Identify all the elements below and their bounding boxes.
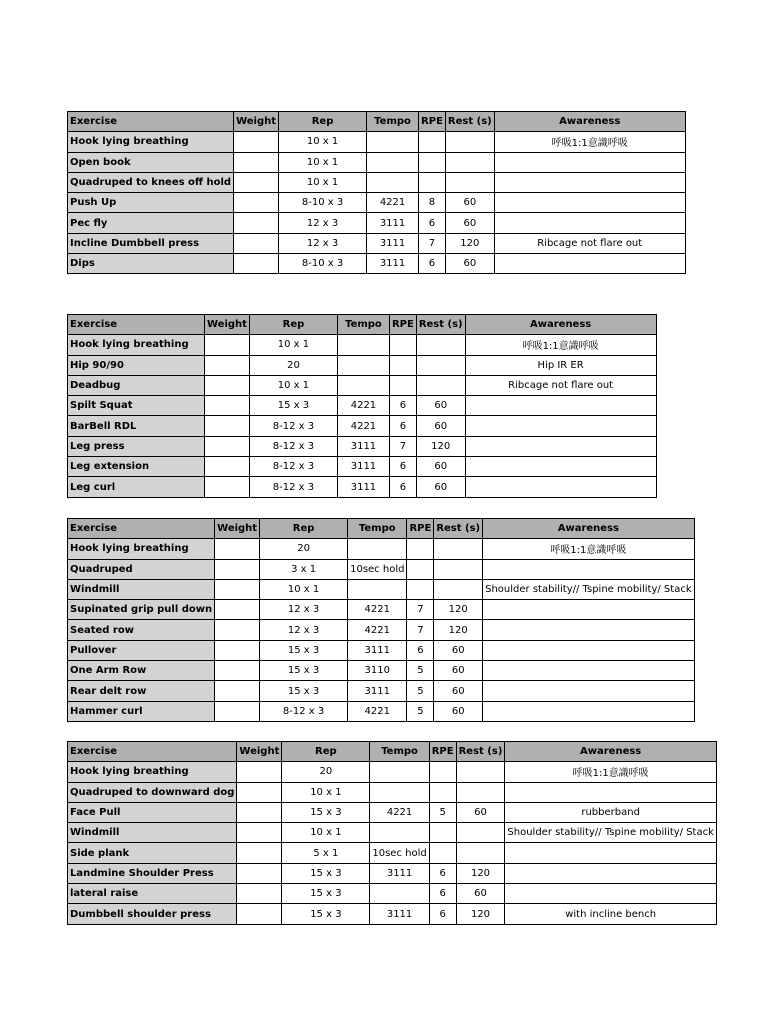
weight-cell xyxy=(237,802,282,822)
rep-cell: 8-12 x 3 xyxy=(249,477,337,497)
rest-cell xyxy=(445,152,494,172)
rpe-cell: 6 xyxy=(389,396,416,416)
rep-cell: 15 x 3 xyxy=(260,681,348,701)
awareness-cell xyxy=(494,254,685,274)
exercise-cell: Quadruped to knees off hold xyxy=(68,172,234,192)
rep-cell: 15 x 3 xyxy=(249,396,337,416)
exercise-cell: Hook lying breathing xyxy=(68,762,237,782)
exercise-cell: Leg press xyxy=(68,436,205,456)
header-exercise: Exercise xyxy=(68,519,215,539)
rep-cell: 8-10 x 3 xyxy=(279,193,367,213)
table-row xyxy=(68,436,657,456)
rep-cell: 12 x 3 xyxy=(260,620,348,640)
exercise-cell: Hammer curl xyxy=(68,701,215,721)
rpe-cell xyxy=(429,762,456,782)
weight-cell xyxy=(215,559,260,579)
rpe-cell: 6 xyxy=(389,457,416,477)
rest-cell xyxy=(434,579,483,599)
rest-cell: 60 xyxy=(434,640,483,660)
rest-cell xyxy=(456,843,505,863)
rep-cell: 10 x 1 xyxy=(279,132,367,152)
exercise-cell: Pec fly xyxy=(68,213,234,233)
rpe-cell xyxy=(407,539,434,559)
exercise-cell: Deadbug xyxy=(68,375,205,395)
weight-cell xyxy=(234,193,279,213)
awareness-cell xyxy=(465,416,656,436)
tempo-cell: 3111 xyxy=(337,436,389,456)
rest-cell xyxy=(416,355,465,375)
rep-cell: 12 x 3 xyxy=(279,213,367,233)
rpe-cell xyxy=(419,152,446,172)
rest-cell: 60 xyxy=(416,416,465,436)
tempo-cell: 3111 xyxy=(348,681,407,701)
header-tempo: Tempo xyxy=(370,742,429,762)
awareness-cell xyxy=(483,681,694,701)
exercise-cell: Landmine Shoulder Press xyxy=(68,863,237,883)
awareness-cell xyxy=(483,640,694,660)
weight-cell xyxy=(215,600,260,620)
header-awareness: Awareness xyxy=(483,519,694,539)
header-rest: Rest (s) xyxy=(434,519,483,539)
weight-cell xyxy=(205,375,250,395)
weight-cell xyxy=(215,701,260,721)
table-row xyxy=(68,600,695,620)
table-row xyxy=(68,843,717,863)
header-rep: Rep xyxy=(260,519,348,539)
exercise-cell: Windmill xyxy=(68,579,215,599)
rpe-cell: 5 xyxy=(407,681,434,701)
tempo-cell xyxy=(367,172,419,192)
rpe-cell xyxy=(389,375,416,395)
table-header-row xyxy=(68,315,657,335)
rpe-cell: 6 xyxy=(429,884,456,904)
rest-cell: 60 xyxy=(456,802,505,822)
rep-cell: 10 x 1 xyxy=(260,579,348,599)
exercise-cell: Spilt Squat xyxy=(68,396,205,416)
weight-cell xyxy=(205,335,250,355)
table-row xyxy=(68,802,717,822)
tempo-cell xyxy=(370,884,429,904)
awareness-cell xyxy=(494,213,685,233)
rep-cell: 8-10 x 3 xyxy=(279,254,367,274)
tempo-cell: 3111 xyxy=(370,904,429,924)
awareness-cell xyxy=(483,701,694,721)
table-row xyxy=(68,132,686,152)
header-rpe: RPE xyxy=(419,112,446,132)
rep-cell: 8-12 x 3 xyxy=(249,436,337,456)
table-row xyxy=(68,396,657,416)
table-row xyxy=(68,579,695,599)
weight-cell xyxy=(205,477,250,497)
weight-cell xyxy=(215,661,260,681)
rest-cell: 60 xyxy=(445,254,494,274)
table-row xyxy=(68,701,695,721)
table-header-row xyxy=(68,519,695,539)
rpe-cell xyxy=(407,579,434,599)
rest-cell: 120 xyxy=(416,436,465,456)
weight-cell xyxy=(215,539,260,559)
weight-cell xyxy=(205,457,250,477)
exercise-cell: Incline Dumbbell press xyxy=(68,233,234,253)
header-exercise: Exercise xyxy=(68,742,237,762)
awareness-cell: Shoulder stability// Tspine mobility/ Stack xyxy=(505,823,716,843)
table-row xyxy=(68,152,686,172)
rep-cell: 8-12 x 3 xyxy=(260,701,348,721)
header-tempo: Tempo xyxy=(367,112,419,132)
rest-cell: 120 xyxy=(434,600,483,620)
exercise-cell: Side plank xyxy=(68,843,237,863)
table-row xyxy=(68,193,686,213)
awareness-cell xyxy=(483,620,694,640)
rep-cell: 15 x 3 xyxy=(260,640,348,660)
exercise-cell: Dips xyxy=(68,254,234,274)
rep-cell: 20 xyxy=(282,762,370,782)
exercise-cell: Leg curl xyxy=(68,477,205,497)
workout-table-1 xyxy=(67,111,686,274)
weight-cell xyxy=(215,640,260,660)
rest-cell xyxy=(456,782,505,802)
exercise-cell: Dumbbell shoulder press xyxy=(68,904,237,924)
header-rpe: RPE xyxy=(429,742,456,762)
header-rpe: RPE xyxy=(407,519,434,539)
header-rep: Rep xyxy=(279,112,367,132)
tempo-cell: 4221 xyxy=(337,396,389,416)
header-exercise: Exercise xyxy=(68,315,205,335)
weight-cell xyxy=(205,436,250,456)
rest-cell xyxy=(434,559,483,579)
table-row xyxy=(68,681,695,701)
tempo-cell xyxy=(370,782,429,802)
awareness-cell xyxy=(494,152,685,172)
rpe-cell: 5 xyxy=(407,701,434,721)
tempo-cell: 4221 xyxy=(348,600,407,620)
awareness-cell xyxy=(505,884,716,904)
table-row xyxy=(68,477,657,497)
rep-cell: 10 x 1 xyxy=(279,172,367,192)
table-row xyxy=(68,863,717,883)
awareness-cell: rubberband xyxy=(505,802,716,822)
awareness-cell xyxy=(505,843,716,863)
rest-cell: 60 xyxy=(445,213,494,233)
awareness-cell xyxy=(505,863,716,883)
tempo-cell: 10sec hold xyxy=(348,559,407,579)
rpe-cell xyxy=(419,172,446,192)
rep-cell: 3 x 1 xyxy=(260,559,348,579)
awareness-cell xyxy=(494,193,685,213)
rpe-cell: 5 xyxy=(429,802,456,822)
header-exercise: Exercise xyxy=(68,112,234,132)
rest-cell: 60 xyxy=(434,661,483,681)
tempo-cell xyxy=(348,539,407,559)
rpe-cell: 6 xyxy=(429,863,456,883)
table-row xyxy=(68,640,695,660)
table-row xyxy=(68,762,717,782)
tempo-cell: 3111 xyxy=(367,233,419,253)
rpe-cell xyxy=(429,843,456,863)
rep-cell: 10 x 1 xyxy=(249,375,337,395)
table-row xyxy=(68,355,657,375)
exercise-cell: One Arm Row xyxy=(68,661,215,681)
tempo-cell: 3110 xyxy=(348,661,407,681)
tempo-cell xyxy=(337,335,389,355)
rest-cell xyxy=(434,539,483,559)
weight-cell xyxy=(237,843,282,863)
rep-cell: 20 xyxy=(260,539,348,559)
rest-cell: 60 xyxy=(434,681,483,701)
table-header-row xyxy=(68,742,717,762)
exercise-cell: Hook lying breathing xyxy=(68,132,234,152)
exercise-cell: Hook lying breathing xyxy=(68,539,215,559)
tempo-cell: 4221 xyxy=(348,620,407,640)
rest-cell: 60 xyxy=(445,193,494,213)
rep-cell: 15 x 3 xyxy=(282,863,370,883)
weight-cell xyxy=(234,152,279,172)
tempo-cell: 4221 xyxy=(337,416,389,436)
weight-cell xyxy=(215,579,260,599)
exercise-cell: Quadruped to downward dog xyxy=(68,782,237,802)
rest-cell: 60 xyxy=(434,701,483,721)
table-row xyxy=(68,884,717,904)
tempo-cell: 3111 xyxy=(337,477,389,497)
table-row xyxy=(68,539,695,559)
weight-cell xyxy=(234,254,279,274)
awareness-cell: Ribcage not flare out xyxy=(494,233,685,253)
rest-cell: 60 xyxy=(456,884,505,904)
table-row xyxy=(68,254,686,274)
table-row xyxy=(68,782,717,802)
header-weight: Weight xyxy=(215,519,260,539)
header-rep: Rep xyxy=(249,315,337,335)
exercise-cell: Seated row xyxy=(68,620,215,640)
table-header-row xyxy=(68,112,686,132)
rpe-cell: 5 xyxy=(407,661,434,681)
table-row xyxy=(68,661,695,681)
table-row xyxy=(68,823,717,843)
weight-cell xyxy=(234,172,279,192)
rpe-cell xyxy=(429,782,456,802)
exercise-cell: Face Pull xyxy=(68,802,237,822)
rpe-cell: 6 xyxy=(389,477,416,497)
header-awareness: Awareness xyxy=(465,315,656,335)
header-rest: Rest (s) xyxy=(456,742,505,762)
exercise-cell: Open book xyxy=(68,152,234,172)
rep-cell: 12 x 3 xyxy=(279,233,367,253)
weight-cell xyxy=(215,620,260,640)
header-weight: Weight xyxy=(237,742,282,762)
rest-cell: 60 xyxy=(416,396,465,416)
rest-cell: 120 xyxy=(434,620,483,640)
exercise-cell: lateral raise xyxy=(68,884,237,904)
exercise-cell: Pullover xyxy=(68,640,215,660)
rpe-cell: 7 xyxy=(389,436,416,456)
table-row xyxy=(68,172,686,192)
rest-cell: 120 xyxy=(456,863,505,883)
rpe-cell: 6 xyxy=(389,416,416,436)
rep-cell: 10 x 1 xyxy=(282,782,370,802)
awareness-cell: 呼吸1:1意識呼吸 xyxy=(465,335,656,355)
workout-table-4 xyxy=(67,741,717,925)
table-row xyxy=(68,416,657,436)
rep-cell: 8-12 x 3 xyxy=(249,416,337,436)
tempo-cell xyxy=(367,132,419,152)
header-rest: Rest (s) xyxy=(416,315,465,335)
awareness-cell xyxy=(494,172,685,192)
exercise-cell: Rear delt row xyxy=(68,681,215,701)
tempo-cell: 10sec hold xyxy=(370,843,429,863)
header-rest: Rest (s) xyxy=(445,112,494,132)
exercise-cell: Windmill xyxy=(68,823,237,843)
tempo-cell xyxy=(370,823,429,843)
weight-cell xyxy=(205,416,250,436)
tempo-cell xyxy=(348,579,407,599)
exercise-cell: Hip 90/90 xyxy=(68,355,205,375)
exercise-cell: Supinated grip pull down xyxy=(68,600,215,620)
header-awareness: Awareness xyxy=(505,742,716,762)
rest-cell: 60 xyxy=(416,457,465,477)
rep-cell: 20 xyxy=(249,355,337,375)
rpe-cell: 7 xyxy=(407,600,434,620)
rep-cell: 15 x 3 xyxy=(260,661,348,681)
rest-cell xyxy=(416,335,465,355)
table-row xyxy=(68,457,657,477)
rep-cell: 8-12 x 3 xyxy=(249,457,337,477)
rpe-cell: 7 xyxy=(419,233,446,253)
workout-table-2 xyxy=(67,314,657,498)
rest-cell: 120 xyxy=(456,904,505,924)
awareness-cell xyxy=(465,457,656,477)
rep-cell: 10 x 1 xyxy=(249,335,337,355)
rep-cell: 5 x 1 xyxy=(282,843,370,863)
rest-cell xyxy=(456,762,505,782)
awareness-cell xyxy=(505,782,716,802)
rep-cell: 15 x 3 xyxy=(282,802,370,822)
header-rep: Rep xyxy=(282,742,370,762)
awareness-cell: 呼吸1:1意識呼吸 xyxy=(483,539,694,559)
table-row xyxy=(68,335,657,355)
weight-cell xyxy=(234,233,279,253)
rep-cell: 10 x 1 xyxy=(282,823,370,843)
tempo-cell: 3111 xyxy=(367,213,419,233)
weight-cell xyxy=(215,681,260,701)
awareness-cell xyxy=(483,559,694,579)
exercise-cell: Leg extension xyxy=(68,457,205,477)
tempo-cell xyxy=(370,762,429,782)
weight-cell xyxy=(205,355,250,375)
awareness-cell xyxy=(483,600,694,620)
workout-table-3 xyxy=(67,518,695,722)
table-row xyxy=(68,213,686,233)
awareness-cell xyxy=(465,477,656,497)
weight-cell xyxy=(237,884,282,904)
header-awareness: Awareness xyxy=(494,112,685,132)
table-row xyxy=(68,233,686,253)
rest-cell: 120 xyxy=(445,233,494,253)
awareness-cell xyxy=(465,436,656,456)
table-row xyxy=(68,375,657,395)
awareness-cell xyxy=(483,661,694,681)
weight-cell xyxy=(237,863,282,883)
rpe-cell: 6 xyxy=(419,254,446,274)
awareness-cell: Hip IR ER xyxy=(465,355,656,375)
rest-cell: 60 xyxy=(416,477,465,497)
weight-cell xyxy=(237,823,282,843)
awareness-cell: with incline bench xyxy=(505,904,716,924)
weight-cell xyxy=(237,782,282,802)
rpe-cell xyxy=(429,823,456,843)
awareness-cell: Shoulder stability// Tspine mobility/ Stack xyxy=(483,579,694,599)
exercise-cell: Push Up xyxy=(68,193,234,213)
tempo-cell: 3111 xyxy=(367,254,419,274)
rep-cell: 15 x 3 xyxy=(282,884,370,904)
header-rpe: RPE xyxy=(389,315,416,335)
rpe-cell: 6 xyxy=(429,904,456,924)
header-weight: Weight xyxy=(205,315,250,335)
tempo-cell: 4221 xyxy=(367,193,419,213)
weight-cell xyxy=(234,213,279,233)
awareness-cell: Ribcage not flare out xyxy=(465,375,656,395)
weight-cell xyxy=(237,904,282,924)
rest-cell xyxy=(416,375,465,395)
tempo-cell: 3111 xyxy=(337,457,389,477)
rest-cell xyxy=(445,132,494,152)
header-weight: Weight xyxy=(234,112,279,132)
table-row xyxy=(68,559,695,579)
rep-cell: 12 x 3 xyxy=(260,600,348,620)
rpe-cell: 6 xyxy=(407,640,434,660)
weight-cell xyxy=(237,762,282,782)
awareness-cell: 呼吸1:1意識呼吸 xyxy=(494,132,685,152)
weight-cell xyxy=(234,132,279,152)
tempo-cell: 4221 xyxy=(370,802,429,822)
rpe-cell xyxy=(389,335,416,355)
tempo-cell xyxy=(337,375,389,395)
table-row xyxy=(68,904,717,924)
tempo-cell: 3111 xyxy=(348,640,407,660)
exercise-cell: Quadruped xyxy=(68,559,215,579)
tempo-cell xyxy=(337,355,389,375)
header-tempo: Tempo xyxy=(337,315,389,335)
rpe-cell: 6 xyxy=(419,213,446,233)
rpe-cell: 8 xyxy=(419,193,446,213)
tempo-cell: 4221 xyxy=(348,701,407,721)
rest-cell xyxy=(445,172,494,192)
exercise-cell: BarBell RDL xyxy=(68,416,205,436)
rest-cell xyxy=(456,823,505,843)
header-tempo: Tempo xyxy=(348,519,407,539)
rpe-cell xyxy=(419,132,446,152)
rpe-cell xyxy=(389,355,416,375)
rep-cell: 10 x 1 xyxy=(279,152,367,172)
awareness-cell xyxy=(465,396,656,416)
tempo-cell xyxy=(367,152,419,172)
tempo-cell: 3111 xyxy=(370,863,429,883)
rpe-cell xyxy=(407,559,434,579)
weight-cell xyxy=(205,396,250,416)
rpe-cell: 7 xyxy=(407,620,434,640)
table-row xyxy=(68,620,695,640)
rep-cell: 15 x 3 xyxy=(282,904,370,924)
awareness-cell: 呼吸1:1意識呼吸 xyxy=(505,762,716,782)
exercise-cell: Hook lying breathing xyxy=(68,335,205,355)
